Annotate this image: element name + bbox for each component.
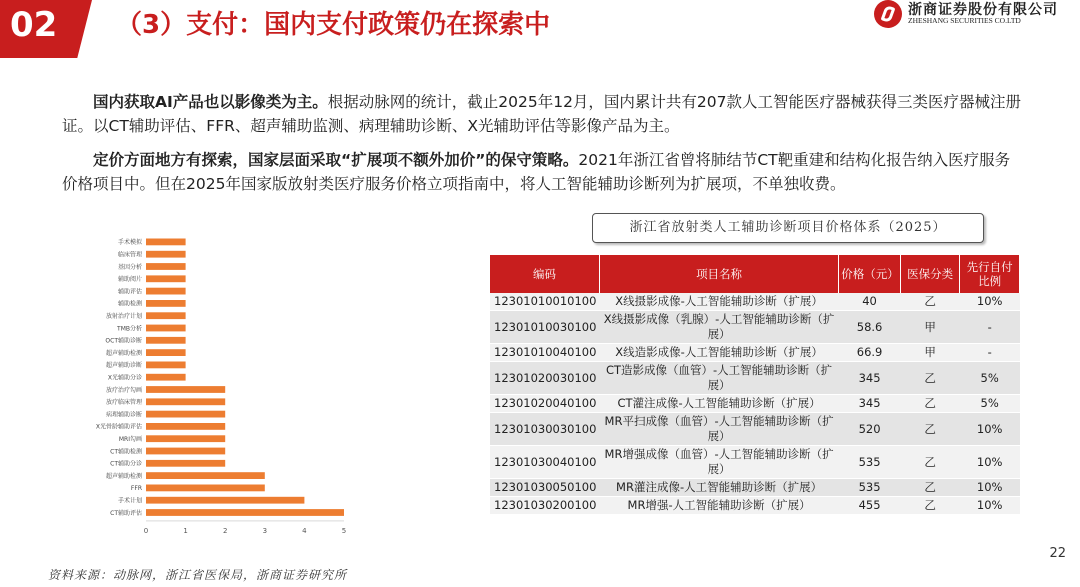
- cell-ratio: 10%: [960, 413, 1020, 446]
- bar: [146, 472, 265, 479]
- section-number: 02: [10, 5, 58, 45]
- logo-name-en: ZHESHANG SECURITIES CO.LTD: [908, 16, 1021, 25]
- cell-category: 乙: [900, 362, 959, 395]
- cell-code: 12301030050100: [490, 479, 599, 497]
- cell-price: 345: [839, 395, 901, 413]
- column-header-ratio: 先行自付比例: [960, 255, 1020, 293]
- cell-ratio: 10%: [960, 479, 1020, 497]
- cell-category: 乙: [900, 395, 959, 413]
- cell-name: X线造影成像-人工智能辅助诊断（扩展）: [599, 344, 838, 362]
- category-label: FFR: [130, 485, 142, 493]
- column-header-name: 项目名称: [599, 255, 838, 293]
- category-label: 病理辅助诊断: [105, 411, 142, 419]
- category-label: CT辅助分诊: [110, 460, 142, 468]
- cell-name: MR增强-人工智能辅助诊断（扩展）: [599, 497, 838, 515]
- cell-code: 12301020030100: [490, 362, 599, 395]
- category-label: 基因分析: [117, 263, 142, 271]
- cell-category: 乙: [900, 479, 959, 497]
- table-caption: 浙江省放射类人工辅助诊断项目价格体系（2025）: [629, 220, 947, 235]
- ai-product-bar-chart: [60, 230, 360, 542]
- bar: [146, 288, 186, 295]
- page-number: 22: [1049, 546, 1066, 561]
- cell-price: 535: [839, 479, 901, 497]
- table-row: [490, 344, 1020, 362]
- bar: [146, 448, 225, 455]
- company-logo: [874, 0, 1074, 30]
- table-caption-box: [592, 213, 984, 243]
- category-label: 手术计划: [117, 497, 142, 505]
- category-label: OCT辅助诊断: [105, 337, 142, 345]
- bar: [146, 263, 186, 270]
- cell-category: 甲: [900, 311, 959, 344]
- category-label: 放射治疗计划: [105, 312, 142, 320]
- column-header-price: 价格（元）: [839, 255, 901, 293]
- bar: [146, 325, 186, 332]
- logo-name-cn: 浙商证券股份有限公司: [908, 2, 1058, 18]
- cell-name: CT灌注成像-人工智能辅助诊断（扩展）: [599, 395, 838, 413]
- bar: [146, 411, 225, 418]
- cell-price: 58.6: [839, 311, 901, 344]
- cell-code: 12301010040100: [490, 344, 599, 362]
- cell-price: 520: [839, 413, 901, 446]
- paragraph-ai-products: [62, 90, 1022, 138]
- bar: [146, 275, 186, 282]
- bar: [146, 239, 186, 246]
- cell-price: 40: [839, 293, 901, 311]
- bar: [146, 337, 186, 344]
- cell-name: MR增强成像（血管）-人工智能辅助诊断（扩展）: [599, 446, 838, 479]
- category-label: 临床管理: [117, 251, 142, 259]
- cell-ratio: 5%: [960, 362, 1020, 395]
- cell-ratio: 10%: [960, 293, 1020, 311]
- cell-ratio: -: [960, 311, 1020, 344]
- x-tick-label: 5: [341, 526, 347, 535]
- bar: [146, 349, 186, 356]
- category-label: 辅助检测: [117, 300, 142, 308]
- cell-code: 12301010010100: [490, 293, 599, 311]
- bar: [146, 374, 186, 381]
- bar: [146, 251, 186, 258]
- cell-ratio: 10%: [960, 446, 1020, 479]
- cell-code: 12301030200100: [490, 497, 599, 515]
- cell-name: X线摄影成像-人工智能辅助诊断（扩展）: [599, 293, 838, 311]
- bar-chart-svg: [60, 230, 360, 542]
- category-label: X光骨龄辅助评估: [95, 423, 142, 431]
- cell-code: 12301030030100: [490, 413, 599, 446]
- table-row: [490, 362, 1020, 395]
- cell-category: 甲: [900, 344, 959, 362]
- column-header-category: 医保分类: [900, 255, 959, 293]
- cell-category: 乙: [900, 413, 959, 446]
- category-label: 超声辅助诊断: [105, 362, 142, 370]
- bar: [146, 423, 225, 430]
- category-label: 辅助阅片: [117, 276, 142, 284]
- x-tick-label: 0: [143, 526, 149, 535]
- cell-name: MR灌注成像-人工智能辅助诊断（扩展）: [599, 479, 838, 497]
- bar: [146, 509, 344, 516]
- page-title: （3）支付：国内支付政策仍在探索中: [116, 10, 551, 40]
- category-label: 放疗临床管理: [105, 399, 142, 407]
- category-label: TMB分析: [117, 325, 142, 333]
- table-row: [490, 446, 1020, 479]
- category-label: MRI勾画: [118, 435, 142, 443]
- cell-ratio: 5%: [960, 395, 1020, 413]
- cell-ratio: -: [960, 344, 1020, 362]
- table-row: [490, 311, 1020, 344]
- paragraph-lead: 定价方面地方有探索，国家层面采取“扩展项不额外加价”的保守策略。: [93, 151, 579, 169]
- bar: [146, 312, 186, 319]
- cell-price: 66.9: [839, 344, 901, 362]
- x-tick-label: 3: [262, 526, 268, 535]
- table-row: [490, 479, 1020, 497]
- category-label: X光辅助分诊: [107, 374, 142, 382]
- x-tick-label: 2: [222, 526, 228, 535]
- category-label: 超声辅助检测: [105, 472, 142, 480]
- bar: [146, 460, 225, 467]
- cell-price: 345: [839, 362, 901, 395]
- bar: [146, 386, 225, 393]
- table-header-row: [490, 255, 1020, 293]
- x-tick-label: 4: [302, 526, 307, 535]
- paragraph-pricing: [62, 148, 1022, 196]
- cell-category: 乙: [900, 497, 959, 515]
- category-label: CT辅助评估: [110, 509, 142, 517]
- cell-code: 12301020040100: [490, 395, 599, 413]
- x-tick-label: 1: [183, 526, 188, 535]
- paragraph-body: 2021年浙江省曾将肺结节CT靶重建和结构化报告纳入医疗服务价格项目中。但在2025年国家版放射类医疗服务价格立项指南中，将人工智能辅助诊断列为扩展项，不单独收费。: [62, 151, 1011, 193]
- cell-name: X线摄影成像（乳腺）-人工智能辅助诊断（扩展）: [599, 311, 838, 344]
- bar: [146, 362, 186, 369]
- paragraph-lead: 国内获取AI产品也以影像类为主。: [93, 93, 328, 111]
- cell-code: 12301030040100: [490, 446, 599, 479]
- source-note: 资料来源：动脉网，浙江省医保局，浙商证券研究所: [48, 568, 348, 582]
- category-label: 手术模拟: [117, 239, 142, 247]
- price-table: [490, 255, 1020, 515]
- table-row: [490, 293, 1020, 311]
- category-label: 超声辅助检测: [105, 349, 142, 357]
- paragraph-body: 根据动脉网的统计，截止2025年12月，国内累计共有207款人工智能医疗器械获得三类医疗器械注册证。以CT辅助评估、FFR、超声辅助监测、病理辅助诊断、X光辅助评估等影像产品为主。: [62, 93, 1022, 135]
- logo-icon: [874, 0, 902, 28]
- cell-price: 535: [839, 446, 901, 479]
- table-row: [490, 497, 1020, 515]
- cell-category: 乙: [900, 293, 959, 311]
- category-label: CT辅助检测: [110, 448, 142, 456]
- cell-name: CT造影成像（血管）-人工智能辅助诊断（扩展）: [599, 362, 838, 395]
- bar: [146, 398, 225, 405]
- cell-name: MR平扫成像（血管）-人工智能辅助诊断（扩展）: [599, 413, 838, 446]
- table-row: [490, 413, 1020, 446]
- cell-category: 乙: [900, 446, 959, 479]
- table-row: [490, 395, 1020, 413]
- cell-price: 455: [839, 497, 901, 515]
- category-label: 放疗治疗勾画: [105, 386, 142, 394]
- bar: [146, 497, 304, 504]
- category-label: 辅助评估: [117, 288, 142, 296]
- bar: [146, 485, 265, 492]
- cell-ratio: 10%: [960, 497, 1020, 515]
- bar: [146, 300, 186, 307]
- bar: [146, 435, 225, 442]
- cell-code: 12301010030100: [490, 311, 599, 344]
- column-header-code: 编码: [490, 255, 599, 293]
